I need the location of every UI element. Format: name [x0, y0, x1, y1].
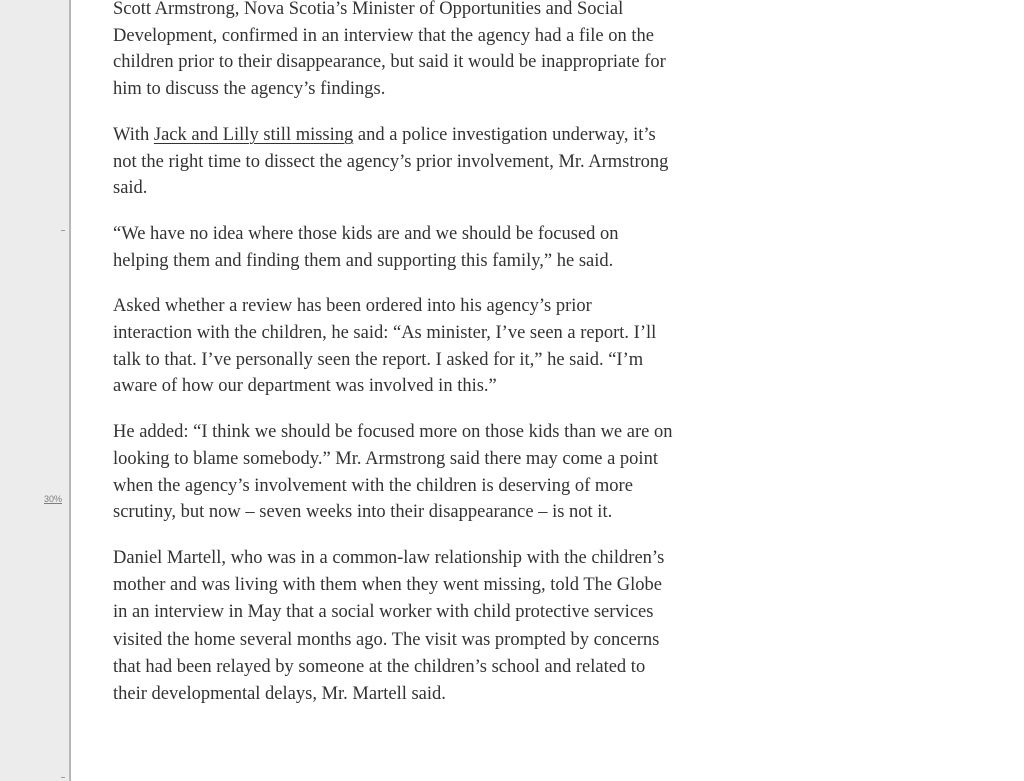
article-paragraph: He added: “I think we should be focused more on those kids than we are on looking to blame somebody.” Mr. Armstrong said there may come a point when the agency’s involvement with the children is deserving of more scrutiny, but now – seven weeks into their disappearance – is not it. [113, 422, 673, 523]
article-paragraph: Asked whether a review has been ordered into his agency’s prior interaction with the children, he said: “As minister, I’ve seen a report. I’ll talk to that. I’ve personally seen the report. I asked for it,” he said. “I’m aware of how our department was involved in this.” [113, 296, 657, 397]
paragraph-text: With [113, 124, 154, 145]
progress-marker[interactable]: 30% [44, 494, 63, 504]
jack-and-lilly-link[interactable]: Jack and Lilly still missing [153, 124, 354, 145]
reading-progress-rail [0, 0, 71, 781]
paragraph-text: and a police investigation underway, it’s not the right time to dissect the agency’s prior involvement, Mr. Armstrong said. [113, 124, 669, 199]
article-paragraph: “We have no idea where those kids are and we should be focused on helping them and finding them and supporting this family,” he said. [113, 223, 619, 271]
article-paragraph: Scott Armstrong, Nova Scotia’s Minister of Opportunities and Social Development, confirmed in an interview that the agency had a file on the children prior to their disappearance, but said it would be inappropriate for him to discuss the agency’s findings. [113, 0, 666, 100]
progress-tick [61, 230, 65, 231]
article-paragraph [113, 122, 673, 202]
progress-tick [61, 777, 65, 778]
article-body [113, 0, 673, 727]
article-paragraph: Daniel Martell, who was in a common-law relationship with the children’s mother and was living with them when they went missing, told The Globe in an interview in May that a social worker with child protective services visited the home several months ago. The visit was prompted by concerns that had been relayed by someone at the children’s school and related to their developmental delays, Mr. Martell said. [113, 547, 665, 704]
